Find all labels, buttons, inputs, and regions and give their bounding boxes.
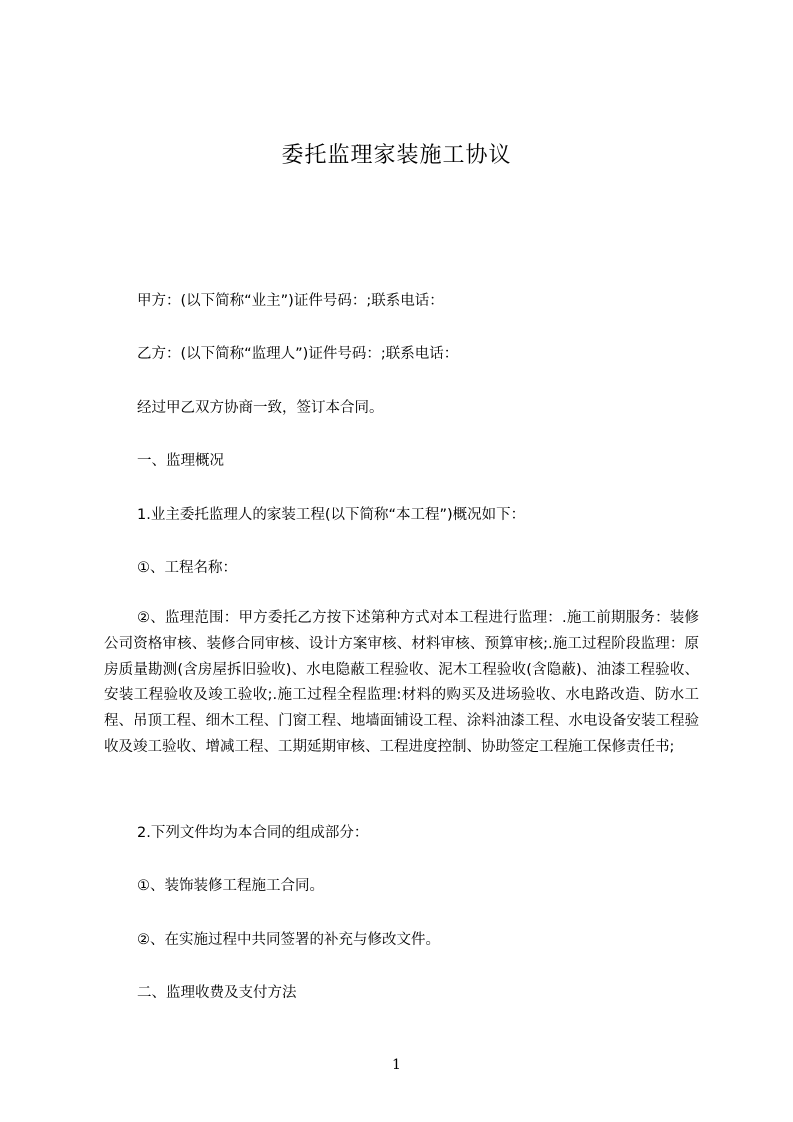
item-2-1: ①、装饰装修工程施工合同。 [137, 878, 324, 894]
section-2-heading: 二、监理收费及支付方法 [137, 985, 297, 1001]
item-1-2-scope: ②、监理范围：甲方委托乙方按下述第种方式对本工程进行监理：.施工前期服务：装修公司资格审核、装修合同审核、设计方案审核、材料审核、预算审核;.施工过程阶段监理：原房质量勘测(含房屋拆旧验收)、水电隐蔽工程验收、泥木工程验收(含隐蔽)、油漆工程验收、安装工程验收及竣工验收;.施工过程全程监理:材料的购买及进场验收、水电路改造、防水工程、吊顶工程、细木工程、门窗工程、地墙面铺设工程、涂料油漆工程、水电设备安装工程验收及竣工验收、增减工程、工期延期审核、工程进度控制、协助签定工程施工保修责任书; [104, 610, 699, 755]
section-1-heading: 一、监理概况 [137, 453, 224, 469]
item-2-2: ②、在实施过程中共同签署的补充与修改文件。 [137, 932, 440, 948]
item-1-1: ①、工程名称： [137, 560, 237, 576]
document-title: 委托监理家装施工协议 [281, 143, 512, 168]
agreement-line: 经过甲乙双方协商一致，签订本合同。 [137, 400, 384, 416]
item-1: 1.业主委托监理人的家装工程(以下简称“本工程”)概况如下： [137, 507, 526, 523]
party-b-line: 乙方：(以下简称“监理人”)证件号码：;联系电话： [137, 346, 459, 362]
item-2: 2.下列文件均为本合同的组成部分： [137, 825, 369, 841]
party-a-line: 甲方：(以下简称“业主”)证件号码：;联系电话： [137, 293, 444, 309]
page-number: 1 [392, 1057, 401, 1073]
